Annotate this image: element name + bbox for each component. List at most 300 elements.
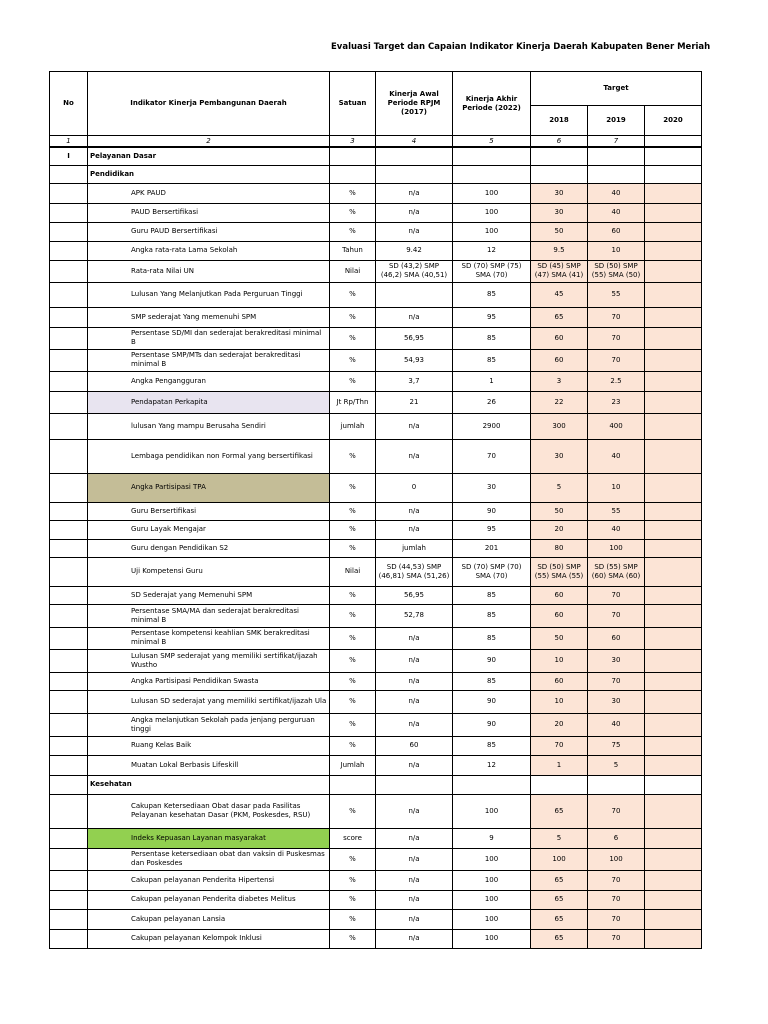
- indicator-cell: Persentase kompetensi keahlian SMK berakreditasi minimal B: [88, 627, 330, 649]
- target-2019-cell: 2.5: [588, 371, 645, 391]
- kinerja-awal-cell: n/a: [376, 649, 453, 672]
- target-2020-cell: [645, 183, 702, 203]
- table-row: [50, 502, 702, 520]
- indicator-cell: Persentase SD/MI dan sederajat berakreditasi minimal B: [88, 327, 330, 349]
- header-kinerja-akhir: Kinerja Akhir Periode (2022): [453, 72, 531, 136]
- kinerja-akhir-cell: 100: [453, 929, 531, 948]
- satuan-cell: Nilai: [330, 557, 376, 586]
- satuan-cell: %: [330, 929, 376, 948]
- table-row: [50, 260, 702, 282]
- kinerja-akhir-cell: 90: [453, 690, 531, 713]
- kinerja-akhir-cell: 12: [453, 755, 531, 775]
- target-2018-cell: 80: [531, 539, 588, 557]
- row-no-cell: [50, 828, 88, 848]
- indicator-cell: Lulusan SD sederajat yang memiliki sertifikat/ijazah Ula: [88, 690, 330, 713]
- row-no-cell: [50, 775, 88, 794]
- kinerja-akhir-cell: 85: [453, 627, 531, 649]
- target-2020-cell: [645, 502, 702, 520]
- table-row: [50, 183, 702, 203]
- target-2020-cell: [645, 241, 702, 260]
- kinerja-akhir-cell: 100: [453, 870, 531, 890]
- indicator-cell: Angka rata-rata Lama Sekolah: [88, 241, 330, 260]
- column-number: 5: [453, 136, 531, 148]
- section-number: I: [50, 147, 88, 165]
- target-2020-cell: [645, 870, 702, 890]
- indicator-table: [49, 71, 702, 949]
- row-no-cell: [50, 327, 88, 349]
- target-2018-cell: SD (50) SMP (55) SMA (55): [531, 557, 588, 586]
- kinerja-awal-cell: 9.42: [376, 241, 453, 260]
- kinerja-awal-cell: n/a: [376, 439, 453, 473]
- target-2018-cell: 65: [531, 870, 588, 890]
- target-2018-cell: 10: [531, 649, 588, 672]
- target-2020-cell: [645, 929, 702, 948]
- target-2020-cell: [645, 327, 702, 349]
- table-row: [50, 241, 702, 260]
- satuan-cell: jumlah: [330, 413, 376, 439]
- target-2020-cell: [645, 649, 702, 672]
- header-indikator: Indikator Kinerja Pembangunan Daerah: [88, 72, 330, 136]
- target-2020-cell: [645, 413, 702, 439]
- row-no-cell: [50, 260, 88, 282]
- kinerja-awal-cell: n/a: [376, 755, 453, 775]
- kinerja-akhir-cell: 100: [453, 848, 531, 870]
- indicator-cell: lulusan Yang mampu Berusaha Sendiri: [88, 413, 330, 439]
- kinerja-akhir-cell: 95: [453, 307, 531, 327]
- kinerja-akhir-cell: 70: [453, 439, 531, 473]
- satuan-cell: %: [330, 502, 376, 520]
- indicator-cell: Cakupan pelayanan Lansia: [88, 909, 330, 929]
- kinerja-awal-cell: 3,7: [376, 371, 453, 391]
- kinerja-akhir-cell: 85: [453, 604, 531, 627]
- target-2020-cell: [645, 713, 702, 736]
- indicator-cell: Persentase SMA/MA dan sederajat berakreditasi minimal B: [88, 604, 330, 627]
- target-2019-cell: 40: [588, 439, 645, 473]
- satuan-cell: %: [330, 282, 376, 307]
- row-no-cell: [50, 909, 88, 929]
- column-number: 3: [330, 136, 376, 148]
- satuan-cell: score: [330, 828, 376, 848]
- row-no-cell: [50, 371, 88, 391]
- row-no-cell: [50, 439, 88, 473]
- row-no-cell: [50, 713, 88, 736]
- kinerja-akhir-cell: 100: [453, 203, 531, 222]
- header-no: No: [50, 72, 88, 136]
- target-2018-cell: 22: [531, 391, 588, 413]
- kinerja-akhir-cell: 85: [453, 736, 531, 755]
- target-2019-cell: 70: [588, 327, 645, 349]
- row-no-cell: [50, 586, 88, 604]
- satuan-cell: %: [330, 713, 376, 736]
- kinerja-akhir-cell: 85: [453, 349, 531, 371]
- target-2018-cell: 20: [531, 520, 588, 539]
- table-row: [50, 391, 702, 413]
- target-2020-cell: [645, 391, 702, 413]
- indicator-cell: Cakupan pelayanan Penderita Hipertensi: [88, 870, 330, 890]
- target-2020-cell: [645, 222, 702, 241]
- target-2020-cell: [645, 439, 702, 473]
- kinerja-akhir-cell: 2900: [453, 413, 531, 439]
- target-2020-cell: [645, 604, 702, 627]
- target-2018-cell: 1: [531, 755, 588, 775]
- target-2019-cell: 10: [588, 473, 645, 502]
- document-title: Evaluasi Target dan Capaian Indikator Kinerja Daerah Kabupaten Bener Meriah: [331, 42, 711, 52]
- table-row: [50, 870, 702, 890]
- target-2018-cell: 50: [531, 502, 588, 520]
- target-2020-cell: [645, 736, 702, 755]
- target-2019-cell: 100: [588, 848, 645, 870]
- target-2019-cell: 30: [588, 690, 645, 713]
- kinerja-akhir-cell: 90: [453, 502, 531, 520]
- kinerja-akhir-cell: SD (70) SMP (70) SMA (70): [453, 557, 531, 586]
- kinerja-akhir-cell: 100: [453, 222, 531, 241]
- table-row: [50, 604, 702, 627]
- satuan-cell: %: [330, 222, 376, 241]
- row-no-cell: [50, 870, 88, 890]
- target-2019-cell: 70: [588, 794, 645, 828]
- kinerja-awal-cell: n/a: [376, 307, 453, 327]
- satuan-cell: %: [330, 690, 376, 713]
- kinerja-awal-cell: n/a: [376, 909, 453, 929]
- row-no-cell: [50, 183, 88, 203]
- column-number: [645, 136, 702, 148]
- satuan-cell: %: [330, 627, 376, 649]
- kinerja-akhir-cell: 100: [453, 890, 531, 909]
- column-number: 4: [376, 136, 453, 148]
- indicator-cell: Angka Partisipasi Pendidikan Swasta: [88, 672, 330, 690]
- table-row: [50, 713, 702, 736]
- kinerja-akhir-cell: 85: [453, 586, 531, 604]
- target-2018-cell: 3: [531, 371, 588, 391]
- target-2018-cell: 5: [531, 473, 588, 502]
- target-2019-cell: 55: [588, 502, 645, 520]
- target-2018-cell: 30: [531, 439, 588, 473]
- target-2019-cell: 55: [588, 282, 645, 307]
- column-number: 6: [531, 136, 588, 148]
- target-2019-cell: 70: [588, 909, 645, 929]
- indicator-cell: Uji Kompetensi Guru: [88, 557, 330, 586]
- satuan-cell: Tahun: [330, 241, 376, 260]
- row-no-cell: [50, 413, 88, 439]
- indicator-cell: Guru Bersertifikasi: [88, 502, 330, 520]
- target-2019-cell: 60: [588, 627, 645, 649]
- target-2019-cell: 70: [588, 929, 645, 948]
- indicator-cell: Cakupan pelayanan Kelompok Inklusi: [88, 929, 330, 948]
- kinerja-awal-cell: n/a: [376, 870, 453, 890]
- kinerja-awal-cell: n/a: [376, 828, 453, 848]
- target-2020-cell: [645, 282, 702, 307]
- kinerja-akhir-cell: 26: [453, 391, 531, 413]
- kinerja-awal-cell: n/a: [376, 713, 453, 736]
- indicator-cell: Angka Partisipasi TPA: [88, 473, 330, 502]
- row-no-cell: [50, 307, 88, 327]
- kinerja-akhir-cell: 100: [453, 183, 531, 203]
- table-row: [50, 828, 702, 848]
- empty-cell: [330, 775, 376, 794]
- target-2020-cell: [645, 672, 702, 690]
- target-2018-cell: 300: [531, 413, 588, 439]
- target-2018-cell: 65: [531, 909, 588, 929]
- target-2020-cell: [645, 909, 702, 929]
- row-no-cell: [50, 391, 88, 413]
- kinerja-awal-cell: n/a: [376, 413, 453, 439]
- kinerja-awal-cell: SD (43,2) SMP (46,2) SMA (40,51): [376, 260, 453, 282]
- indicator-cell: Guru Layak Mengajar: [88, 520, 330, 539]
- empty-cell: [588, 775, 645, 794]
- column-number: 7: [588, 136, 645, 148]
- header-year-2018: 2018: [531, 106, 588, 136]
- table-row: [50, 413, 702, 439]
- target-2020-cell: [645, 203, 702, 222]
- kinerja-akhir-cell: 1: [453, 371, 531, 391]
- satuan-cell: %: [330, 848, 376, 870]
- indicator-cell: Cakupan Ketersediaan Obat dasar pada Fasilitas Pelayanan kesehatan Dasar (PKM, Poskesdes, RSU): [88, 794, 330, 828]
- indicator-cell: SD Sederajat yang Memenuhi SPM: [88, 586, 330, 604]
- target-2019-cell: 75: [588, 736, 645, 755]
- kinerja-awal-cell: SD (44,53) SMP (46,81) SMA (51,26): [376, 557, 453, 586]
- target-2018-cell: 60: [531, 586, 588, 604]
- kinerja-awal-cell: n/a: [376, 929, 453, 948]
- kinerja-akhir-cell: 85: [453, 672, 531, 690]
- satuan-cell: Jt Rp/Thn: [330, 391, 376, 413]
- table-row: [50, 848, 702, 870]
- kinerja-akhir-cell: 90: [453, 649, 531, 672]
- table-row: [50, 349, 702, 371]
- kinerja-akhir-cell: 12: [453, 241, 531, 260]
- indicator-cell: Persentase SMP/MTs dan sederajat berakreditasi minimal B: [88, 349, 330, 371]
- target-2020-cell: [645, 539, 702, 557]
- table-row: [50, 890, 702, 909]
- kinerja-akhir-cell: 30: [453, 473, 531, 502]
- target-2018-cell: 100: [531, 848, 588, 870]
- table-row: [50, 929, 702, 948]
- table-row: [50, 649, 702, 672]
- target-2019-cell: 70: [588, 672, 645, 690]
- target-2020-cell: [645, 848, 702, 870]
- target-2019-cell: 70: [588, 870, 645, 890]
- target-2019-cell: 30: [588, 649, 645, 672]
- target-2018-cell: 5: [531, 828, 588, 848]
- indicator-cell: Cakupan pelayanan Penderita diabetes Melitus: [88, 890, 330, 909]
- indicator-cell: Indeks Kepuasan Layanan masyarakat: [88, 828, 330, 848]
- kinerja-awal-cell: [376, 282, 453, 307]
- row-no-cell: [50, 890, 88, 909]
- target-2020-cell: [645, 586, 702, 604]
- kinerja-akhir-cell: 201: [453, 539, 531, 557]
- kinerja-awal-cell: 54,93: [376, 349, 453, 371]
- target-2019-cell: 70: [588, 586, 645, 604]
- kinerja-awal-cell: n/a: [376, 222, 453, 241]
- row-no-cell: [50, 282, 88, 307]
- target-2020-cell: [645, 520, 702, 539]
- target-2019-cell: 40: [588, 713, 645, 736]
- kinerja-akhir-cell: SD (70) SMP (75) SMA (70): [453, 260, 531, 282]
- target-2019-cell: 10: [588, 241, 645, 260]
- satuan-cell: %: [330, 649, 376, 672]
- target-2018-cell: 30: [531, 183, 588, 203]
- subsection-label-kesehatan: Kesehatan: [88, 775, 330, 794]
- kinerja-akhir-cell: 100: [453, 794, 531, 828]
- satuan-cell: %: [330, 539, 376, 557]
- kinerja-awal-cell: 52,78: [376, 604, 453, 627]
- table-row: [50, 557, 702, 586]
- table-row: [50, 327, 702, 349]
- satuan-cell: %: [330, 890, 376, 909]
- header-satuan: Satuan: [330, 72, 376, 136]
- row-no-cell: [50, 241, 88, 260]
- target-2020-cell: [645, 349, 702, 371]
- subsection-row: [50, 775, 702, 794]
- target-2019-cell: 400: [588, 413, 645, 439]
- kinerja-akhir-cell: 85: [453, 282, 531, 307]
- target-2019-cell: 70: [588, 604, 645, 627]
- kinerja-awal-cell: n/a: [376, 848, 453, 870]
- target-2019-cell: 40: [588, 203, 645, 222]
- target-2019-cell: 23: [588, 391, 645, 413]
- kinerja-awal-cell: n/a: [376, 890, 453, 909]
- header-year-2019: 2019: [588, 106, 645, 136]
- row-no-cell: [50, 349, 88, 371]
- row-no-cell: [50, 222, 88, 241]
- table-row: [50, 282, 702, 307]
- indicator-cell: Angka Pengangguran: [88, 371, 330, 391]
- kinerja-awal-cell: n/a: [376, 690, 453, 713]
- row-no-cell: [50, 755, 88, 775]
- indicator-cell: Pendapatan Perkapita: [88, 391, 330, 413]
- target-2018-cell: 60: [531, 604, 588, 627]
- table-row: [50, 755, 702, 775]
- satuan-cell: %: [330, 349, 376, 371]
- empty-cell: [645, 775, 702, 794]
- target-2020-cell: [645, 557, 702, 586]
- kinerja-awal-cell: n/a: [376, 794, 453, 828]
- row-no-cell: [50, 649, 88, 672]
- target-2020-cell: [645, 307, 702, 327]
- target-2020-cell: [645, 371, 702, 391]
- target-2020-cell: [645, 828, 702, 848]
- row-no-cell: [50, 520, 88, 539]
- table-row: [50, 794, 702, 828]
- indicator-cell: Lembaga pendidikan non Formal yang bersertifikasi: [88, 439, 330, 473]
- row-no-cell: [50, 794, 88, 828]
- target-2018-cell: 10: [531, 690, 588, 713]
- table-row: [50, 371, 702, 391]
- empty-cell: [376, 775, 453, 794]
- satuan-cell: %: [330, 183, 376, 203]
- section-row: [50, 147, 702, 165]
- target-2020-cell: [645, 627, 702, 649]
- column-number-row: [50, 136, 702, 148]
- table-row: [50, 473, 702, 502]
- kinerja-awal-cell: jumlah: [376, 539, 453, 557]
- row-no-cell: [50, 604, 88, 627]
- target-2019-cell: SD (50) SMP (55) SMA (50): [588, 260, 645, 282]
- table-row: [50, 539, 702, 557]
- target-2018-cell: 30: [531, 203, 588, 222]
- satuan-cell: %: [330, 736, 376, 755]
- target-2018-cell: 60: [531, 349, 588, 371]
- kinerja-awal-cell: n/a: [376, 502, 453, 520]
- kinerja-awal-cell: n/a: [376, 203, 453, 222]
- table-row: [50, 222, 702, 241]
- kinerja-awal-cell: n/a: [376, 627, 453, 649]
- kinerja-awal-cell: 0: [376, 473, 453, 502]
- satuan-cell: %: [330, 473, 376, 502]
- target-2020-cell: [645, 794, 702, 828]
- indicator-cell: Lulusan Yang Melanjutkan Pada Perguruan Tinggi: [88, 282, 330, 307]
- table-row: [50, 736, 702, 755]
- target-2019-cell: 40: [588, 520, 645, 539]
- row-no-cell: [50, 672, 88, 690]
- satuan-cell: %: [330, 604, 376, 627]
- target-2018-cell: 50: [531, 627, 588, 649]
- table-row: [50, 307, 702, 327]
- header-kinerja-awal: Kinerja Awal Periode RPJM (2017): [376, 72, 453, 136]
- satuan-cell: %: [330, 439, 376, 473]
- kinerja-awal-cell: n/a: [376, 672, 453, 690]
- kinerja-awal-cell: 60: [376, 736, 453, 755]
- target-2018-cell: 65: [531, 890, 588, 909]
- target-2020-cell: [645, 755, 702, 775]
- kinerja-awal-cell: 56,95: [376, 327, 453, 349]
- indicator-cell: Guru dengan Pendidikan S2: [88, 539, 330, 557]
- satuan-cell: %: [330, 794, 376, 828]
- target-2018-cell: 20: [531, 713, 588, 736]
- satuan-cell: %: [330, 586, 376, 604]
- target-2019-cell: 70: [588, 349, 645, 371]
- row-no-cell: [50, 929, 88, 948]
- row-no-cell: [50, 473, 88, 502]
- row-no-cell: [50, 848, 88, 870]
- indicator-cell: Ruang Kelas Baik: [88, 736, 330, 755]
- target-2018-cell: 70: [531, 736, 588, 755]
- row-no-cell: [50, 690, 88, 713]
- target-2019-cell: 5: [588, 755, 645, 775]
- indicator-cell: SMP sederajat Yang memenuhi SPM: [88, 307, 330, 327]
- indicator-cell: Angka melanjutkan Sekolah pada jenjang perguruan tinggi: [88, 713, 330, 736]
- target-2020-cell: [645, 690, 702, 713]
- target-2018-cell: 60: [531, 327, 588, 349]
- table-row: [50, 690, 702, 713]
- indicator-cell: APK PAUD: [88, 183, 330, 203]
- indicator-cell: Rata-rata Nilai UN: [88, 260, 330, 282]
- target-2019-cell: 6: [588, 828, 645, 848]
- target-2018-cell: 60: [531, 672, 588, 690]
- subsection-row: [50, 165, 702, 183]
- indicator-cell: PAUD Bersertifikasi: [88, 203, 330, 222]
- satuan-cell: %: [330, 203, 376, 222]
- kinerja-awal-cell: n/a: [376, 183, 453, 203]
- empty-cell: [453, 775, 531, 794]
- header-year-2020: 2020: [645, 106, 702, 136]
- satuan-cell: %: [330, 327, 376, 349]
- satuan-cell: %: [330, 909, 376, 929]
- target-2019-cell: SD (55) SMP (60) SMA (60): [588, 557, 645, 586]
- table-row: [50, 520, 702, 539]
- satuan-cell: Jumlah: [330, 755, 376, 775]
- target-2020-cell: [645, 890, 702, 909]
- table-row: [50, 672, 702, 690]
- indicator-cell: Lulusan SMP sederajat yang memiliki sertifikat/ijazah Wustho: [88, 649, 330, 672]
- target-2018-cell: 9.5: [531, 241, 588, 260]
- section-label: Pelayanan Dasar: [88, 147, 330, 165]
- kinerja-akhir-cell: 90: [453, 713, 531, 736]
- satuan-cell: Nilai: [330, 260, 376, 282]
- subsection-label-pendidikan: Pendidikan: [88, 165, 330, 183]
- table-row: [50, 203, 702, 222]
- satuan-cell: %: [330, 307, 376, 327]
- table-row: [50, 909, 702, 929]
